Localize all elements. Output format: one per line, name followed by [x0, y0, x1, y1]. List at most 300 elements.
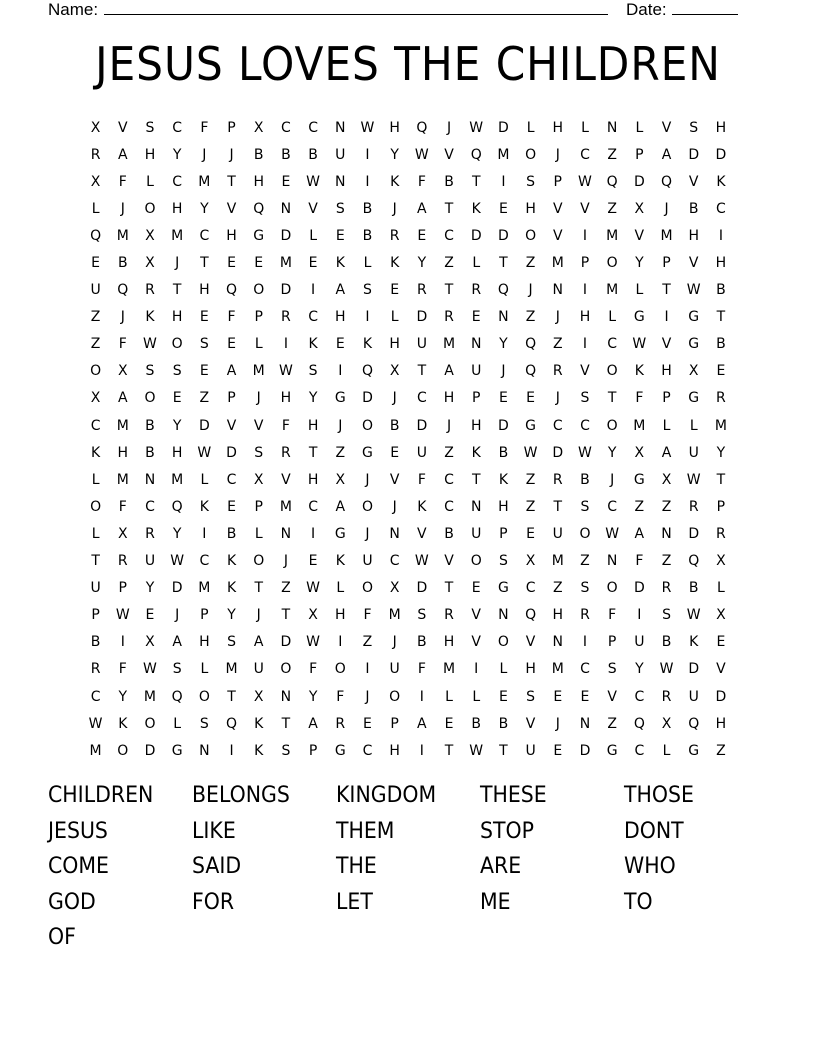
grid-letter[interactable]: A [253, 634, 264, 651]
grid-letter[interactable]: C [145, 498, 155, 515]
grid-letter[interactable]: L [200, 471, 209, 488]
grid-letter[interactable]: N [280, 525, 292, 542]
grid-letter[interactable]: O [90, 363, 102, 380]
grid-letter[interactable]: B [716, 336, 726, 353]
grid-letter[interactable]: E [91, 255, 101, 272]
grid-letter[interactable]: S [526, 173, 536, 190]
grid-letter[interactable]: W [306, 173, 321, 190]
grid-letter[interactable]: A [308, 715, 318, 732]
grid-letter[interactable]: Q [633, 715, 645, 732]
grid-letter[interactable]: H [443, 390, 455, 407]
grid-letter[interactable]: V [389, 471, 400, 488]
grid-letter[interactable]: J [202, 146, 207, 163]
grid-letter[interactable]: U [416, 336, 427, 353]
grid-letter[interactable]: O [579, 525, 591, 542]
grid-letter[interactable]: U [362, 553, 373, 570]
grid-letter[interactable]: G [497, 580, 509, 597]
grid-letter[interactable]: S [281, 742, 291, 759]
grid-letter[interactable]: E [308, 255, 318, 272]
grid-letter[interactable]: K [390, 255, 400, 272]
grid-letter[interactable]: Y [499, 336, 508, 353]
grid-letter[interactable]: V [716, 661, 726, 678]
grid-letter[interactable]: S [227, 634, 236, 651]
grid-letter[interactable]: F [118, 661, 127, 678]
grid-letter[interactable]: B [580, 471, 590, 488]
grid-letter[interactable]: R [716, 525, 726, 542]
grid-letter[interactable]: T [662, 282, 671, 299]
grid-letter[interactable]: N [552, 282, 564, 299]
grid-letter[interactable]: E [498, 390, 508, 407]
grid-letter[interactable]: H [715, 255, 727, 272]
grid-letter[interactable]: C [362, 742, 373, 759]
grid-letter[interactable]: G [334, 742, 346, 759]
grid-letter[interactable]: K [689, 634, 699, 651]
grid-letter[interactable]: W [578, 444, 592, 461]
grid-letter[interactable]: R [552, 471, 563, 488]
grid-letter[interactable]: C [172, 173, 183, 190]
grid-letter[interactable]: L [608, 309, 617, 326]
grid-letter[interactable]: Q [470, 146, 482, 163]
grid-letter[interactable]: Q [525, 607, 537, 624]
grid-letter[interactable]: W [686, 282, 701, 299]
grid-letter[interactable]: L [717, 580, 725, 597]
grid-letter[interactable]: C [607, 336, 618, 353]
grid-letter[interactable]: H [715, 119, 727, 136]
grid-letter[interactable]: S [145, 363, 155, 380]
grid-letter[interactable]: C [90, 417, 101, 434]
grid-letter[interactable]: T [254, 580, 263, 597]
grid-letter[interactable]: X [525, 553, 536, 570]
grid-letter[interactable]: Z [634, 498, 645, 515]
grid-letter[interactable]: V [661, 336, 672, 353]
grid-letter[interactable]: E [390, 282, 400, 299]
grid-letter[interactable]: U [144, 553, 156, 570]
grid-letter[interactable]: E [335, 227, 345, 244]
grid-letter[interactable]: H [688, 227, 699, 244]
grid-letter[interactable]: O [198, 688, 210, 705]
grid-letter[interactable]: E [580, 688, 590, 705]
grid-letter[interactable]: D [688, 661, 700, 678]
grid-letter[interactable]: Q [688, 553, 700, 570]
grid-letter[interactable]: B [498, 715, 509, 732]
grid-letter[interactable]: M [551, 553, 564, 570]
grid-letter[interactable]: T [417, 363, 427, 380]
grid-letter[interactable]: R [389, 227, 400, 244]
grid-letter[interactable]: S [199, 715, 209, 732]
grid-letter[interactable]: M [198, 173, 211, 190]
grid-letter[interactable]: E [444, 715, 454, 732]
grid-letter[interactable]: Y [635, 661, 644, 678]
grid-letter[interactable]: V [580, 200, 590, 217]
grid-letter[interactable]: V [471, 607, 481, 624]
grid-letter[interactable]: U [335, 146, 346, 163]
grid-letter[interactable]: D [280, 227, 292, 244]
grid-letter[interactable]: D [633, 173, 645, 190]
grid-letter[interactable]: X [253, 119, 264, 136]
grid-letter[interactable]: D [362, 390, 373, 407]
grid-letter[interactable]: D [144, 742, 156, 759]
grid-letter[interactable]: X [90, 390, 101, 407]
grid-letter[interactable]: N [606, 119, 618, 136]
grid-letter[interactable]: O [253, 282, 265, 299]
grid-letter[interactable]: K [91, 444, 101, 461]
grid-letter[interactable]: I [202, 525, 207, 542]
grid-letter[interactable]: N [335, 173, 346, 190]
grid-letter[interactable]: O [389, 688, 401, 705]
grid-letter[interactable]: A [117, 390, 128, 407]
grid-letter[interactable]: I [338, 634, 343, 651]
grid-letter[interactable]: O [171, 336, 183, 353]
grid-letter[interactable]: N [470, 498, 482, 515]
grid-letter[interactable]: D [416, 417, 428, 434]
grid-letter[interactable]: M [551, 661, 564, 678]
grid-letter[interactable]: P [580, 255, 590, 272]
grid-letter[interactable]: U [634, 634, 645, 651]
grid-letter[interactable]: W [686, 607, 701, 624]
grid-letter[interactable]: A [661, 146, 672, 163]
grid-letter[interactable]: C [716, 200, 726, 217]
grid-letter[interactable]: L [91, 471, 100, 488]
grid-letter[interactable]: V [580, 363, 590, 380]
grid-letter[interactable]: X [661, 471, 672, 488]
grid-letter[interactable]: V [308, 200, 318, 217]
grid-letter[interactable]: M [116, 471, 129, 488]
grid-letter[interactable]: B [308, 146, 318, 163]
grid-letter[interactable]: K [498, 471, 508, 488]
grid-letter[interactable]: K [362, 336, 373, 353]
grid-letter[interactable]: Z [661, 553, 672, 570]
grid-letter[interactable]: G [171, 742, 183, 759]
grid-letter[interactable]: D [579, 742, 591, 759]
grid-letter[interactable]: Y [200, 200, 209, 217]
grid-letter[interactable]: H [661, 363, 672, 380]
grid-letter[interactable]: K [254, 742, 264, 759]
grid-letter[interactable]: V [226, 417, 237, 434]
grid-letter[interactable]: X [253, 471, 264, 488]
grid-letter[interactable]: P [118, 580, 127, 597]
grid-letter[interactable]: L [662, 417, 671, 434]
grid-letter[interactable]: K [199, 498, 209, 515]
grid-letter[interactable]: Q [688, 715, 700, 732]
grid-letter[interactable]: L [363, 255, 372, 272]
grid-letter[interactable]: F [608, 607, 617, 624]
grid-letter[interactable]: R [471, 282, 482, 299]
grid-letter[interactable]: K [335, 255, 345, 272]
grid-letter[interactable]: V [417, 525, 427, 542]
grid-letter[interactable]: F [363, 607, 372, 624]
grid-letter[interactable]: S [662, 607, 671, 624]
grid-letter[interactable]: I [229, 742, 234, 759]
grid-letter[interactable]: C [634, 688, 645, 705]
grid-letter[interactable]: N [280, 200, 292, 217]
grid-letter[interactable]: H [525, 200, 536, 217]
grid-letter[interactable]: H [579, 309, 591, 326]
grid-letter[interactable]: C [199, 553, 210, 570]
grid-letter[interactable]: O [470, 553, 482, 570]
grid-letter[interactable]: U [688, 688, 699, 705]
grid-letter[interactable]: U [389, 661, 400, 678]
grid-letter[interactable]: O [253, 553, 265, 570]
grid-letter[interactable]: X [145, 255, 155, 272]
grid-letter[interactable]: K [471, 200, 481, 217]
grid-letter[interactable]: J [283, 553, 288, 570]
grid-letter[interactable]: J [555, 309, 560, 326]
grid-letter[interactable]: D [280, 282, 292, 299]
grid-letter[interactable]: Y [172, 417, 182, 434]
grid-letter[interactable]: J [664, 200, 669, 217]
grid-letter[interactable]: A [335, 498, 346, 515]
grid-letter[interactable]: I [582, 227, 588, 244]
grid-letter[interactable]: Z [607, 146, 617, 163]
grid-letter[interactable]: H [498, 498, 509, 515]
grid-letter[interactable]: N [470, 336, 482, 353]
grid-letter[interactable]: M [660, 227, 673, 244]
grid-letter[interactable]: B [498, 444, 509, 461]
grid-letter[interactable]: P [607, 634, 617, 651]
grid-letter[interactable]: C [580, 417, 590, 434]
grid-letter[interactable]: Z [580, 553, 590, 570]
grid-letter[interactable]: H [525, 661, 536, 678]
grid-letter[interactable]: A [335, 282, 346, 299]
grid-letter[interactable]: J [392, 498, 397, 515]
grid-letter[interactable]: N [552, 634, 564, 651]
grid-letter[interactable]: W [469, 742, 484, 759]
grid-letter[interactable]: R [117, 553, 128, 570]
grid-letter[interactable]: B [716, 282, 726, 299]
grid-letter[interactable]: J [501, 363, 506, 380]
grid-letter[interactable]: Z [552, 336, 563, 353]
grid-letter[interactable]: P [662, 390, 671, 407]
grid-letter[interactable]: Q [497, 282, 509, 299]
grid-letter[interactable]: N [199, 742, 210, 759]
grid-letter[interactable]: T [444, 580, 454, 597]
grid-letter[interactable]: U [416, 444, 427, 461]
grid-letter[interactable]: O [117, 742, 129, 759]
grid-letter[interactable]: C [389, 553, 400, 570]
grid-letter[interactable]: X [90, 173, 101, 190]
grid-letter[interactable]: C [308, 119, 318, 136]
grid-letter[interactable]: J [365, 525, 370, 542]
grid-letter[interactable]: A [417, 200, 427, 217]
grid-letter[interactable]: S [580, 390, 590, 407]
grid-letter[interactable]: G [525, 417, 537, 434]
grid-letter[interactable]: W [632, 336, 647, 353]
grid-letter[interactable]: R [145, 282, 155, 299]
grid-letter[interactable]: T [499, 742, 508, 759]
grid-letter[interactable]: S [526, 688, 536, 705]
grid-letter[interactable]: B [417, 634, 427, 651]
grid-letter[interactable]: E [417, 227, 427, 244]
grid-letter[interactable]: T [444, 200, 454, 217]
grid-letter[interactable]: H [389, 336, 400, 353]
grid-letter[interactable]: Q [117, 282, 129, 299]
grid-letter[interactable]: S [580, 580, 590, 597]
grid-letter[interactable]: O [280, 661, 292, 678]
grid-letter[interactable]: O [144, 715, 156, 732]
grid-letter[interactable]: L [635, 282, 644, 299]
grid-letter[interactable]: Z [716, 742, 726, 759]
grid-letter[interactable]: Y [716, 444, 726, 461]
grid-letter[interactable]: J [446, 119, 452, 136]
grid-letter[interactable]: X [335, 471, 346, 488]
grid-letter[interactable]: I [365, 146, 370, 163]
grid-letter[interactable]: Y [172, 146, 182, 163]
grid-letter[interactable]: K [308, 336, 318, 353]
grid-letter[interactable]: J [256, 607, 261, 624]
grid-letter[interactable]: I [474, 661, 479, 678]
grid-letter[interactable]: C [308, 309, 318, 326]
grid-letter[interactable]: H [171, 444, 183, 461]
grid-letter[interactable]: D [715, 688, 727, 705]
grid-letter[interactable]: U [253, 661, 264, 678]
grid-letter[interactable]: J [120, 200, 125, 217]
grid-letter[interactable]: F [118, 498, 127, 515]
grid-letter[interactable]: C [444, 498, 454, 515]
grid-letter[interactable]: Q [361, 363, 373, 380]
grid-letter[interactable]: Y [118, 688, 128, 705]
grid-letter[interactable]: O [144, 200, 156, 217]
grid-letter[interactable]: K [335, 553, 345, 570]
grid-letter[interactable]: F [336, 688, 345, 705]
grid-letter[interactable]: X [90, 119, 101, 136]
grid-letter[interactable]: W [306, 580, 321, 597]
grid-letter[interactable]: J [392, 390, 397, 407]
grid-letter[interactable]: Y [308, 390, 318, 407]
grid-letter[interactable]: I [718, 227, 723, 244]
grid-letter[interactable]: S [199, 336, 209, 353]
grid-letter[interactable]: M [279, 255, 292, 272]
grid-letter[interactable]: G [362, 444, 373, 461]
grid-letter[interactable]: J [256, 390, 261, 407]
grid-letter[interactable]: U [90, 580, 101, 597]
grid-letter[interactable]: M [198, 580, 211, 597]
grid-letter[interactable]: O [334, 661, 346, 678]
grid-letter[interactable]: O [606, 417, 618, 434]
grid-letter[interactable]: Y [390, 146, 399, 163]
grid-letter[interactable]: K [226, 553, 237, 570]
grid-letter[interactable]: E [308, 553, 318, 570]
grid-letter[interactable]: R [145, 525, 155, 542]
grid-letter[interactable]: M [442, 336, 456, 353]
grid-letter[interactable]: C [199, 227, 210, 244]
grid-letter[interactable]: W [170, 553, 185, 570]
grid-letter[interactable]: B [688, 200, 699, 217]
grid-letter[interactable]: T [444, 282, 454, 299]
grid-letter[interactable]: I [120, 634, 125, 651]
grid-letter[interactable]: U [525, 742, 536, 759]
grid-letter[interactable]: E [498, 200, 508, 217]
grid-letter[interactable]: O [525, 227, 537, 244]
grid-letter[interactable]: Q [253, 200, 265, 217]
grid-letter[interactable]: B [362, 227, 373, 244]
grid-letter[interactable]: S [335, 200, 345, 217]
grid-letter[interactable]: C [416, 390, 427, 407]
grid-letter[interactable]: W [306, 634, 321, 651]
grid-letter[interactable]: K [254, 715, 264, 732]
grid-letter[interactable]: A [661, 444, 672, 461]
grid-letter[interactable]: E [199, 363, 209, 380]
grid-letter[interactable]: J [446, 417, 452, 434]
grid-letter[interactable]: P [662, 255, 671, 272]
grid-letter[interactable]: F [635, 553, 644, 570]
grid-letter[interactable]: E [553, 742, 563, 759]
grid-letter[interactable]: L [309, 227, 317, 244]
grid-letter[interactable]: Z [362, 634, 373, 651]
grid-letter[interactable]: G [633, 309, 645, 326]
grid-letter[interactable]: V [444, 146, 454, 163]
grid-letter[interactable]: J [365, 688, 370, 705]
grid-letter[interactable]: Q [525, 336, 537, 353]
grid-letter[interactable]: E [254, 255, 264, 272]
grid-letter[interactable]: V [552, 227, 563, 244]
grid-letter[interactable]: T [91, 553, 100, 570]
grid-letter[interactable]: I [365, 173, 370, 190]
grid-letter[interactable]: T [281, 715, 291, 732]
grid-letter[interactable]: I [365, 309, 370, 326]
grid-letter[interactable]: Z [525, 255, 536, 272]
grid-letter[interactable]: T [716, 471, 726, 488]
grid-letter[interactable]: C [444, 471, 454, 488]
grid-letter[interactable]: L [91, 525, 100, 542]
grid-letter[interactable]: L [526, 119, 535, 136]
grid-letter[interactable]: H [226, 227, 237, 244]
grid-letter[interactable]: U [552, 525, 563, 542]
grid-letter[interactable]: W [523, 444, 538, 461]
grid-letter[interactable]: R [281, 444, 291, 461]
grid-letter[interactable]: B [362, 200, 373, 217]
grid-letter[interactable]: M [606, 227, 619, 244]
grid-letter[interactable]: W [469, 119, 484, 136]
grid-letter[interactable]: O [606, 580, 618, 597]
grid-letter[interactable]: D [498, 417, 509, 434]
grid-letter[interactable]: L [581, 119, 589, 136]
grid-letter[interactable]: Y [308, 688, 318, 705]
grid-letter[interactable]: C [172, 119, 183, 136]
grid-letter[interactable]: P [499, 525, 508, 542]
grid-letter[interactable]: X [145, 634, 155, 651]
grid-letter[interactable]: C [580, 146, 590, 163]
grid-letter[interactable]: I [311, 282, 316, 299]
grid-letter[interactable]: J [175, 255, 180, 272]
grid-letter[interactable]: X [253, 688, 264, 705]
grid-letter[interactable]: V [607, 688, 617, 705]
grid-letter[interactable]: V [688, 255, 699, 272]
grid-letter[interactable]: P [635, 146, 644, 163]
grid-letter[interactable]: C [552, 417, 563, 434]
grid-letter[interactable]: Q [661, 173, 673, 190]
grid-letter[interactable]: S [498, 553, 508, 570]
grid-letter[interactable]: A [444, 363, 454, 380]
grid-letter[interactable]: B [444, 525, 454, 542]
grid-letter[interactable]: C [281, 119, 291, 136]
grid-letter[interactable]: D [552, 444, 564, 461]
grid-letter[interactable]: K [390, 173, 400, 190]
grid-letter[interactable]: D [688, 525, 700, 542]
grid-letter[interactable]: E [227, 336, 236, 353]
grid-letter[interactable]: X [389, 580, 400, 597]
grid-letter[interactable]: Z [90, 336, 101, 353]
grid-letter[interactable]: Z [607, 200, 617, 217]
grid-letter[interactable]: C [634, 742, 645, 759]
grid-letter[interactable]: R [90, 146, 101, 163]
grid-letter[interactable]: Y [607, 444, 617, 461]
grid-letter[interactable]: H [307, 417, 319, 434]
grid-letter[interactable]: D [198, 417, 210, 434]
grid-letter[interactable]: E [227, 255, 236, 272]
grid-letter[interactable]: Q [226, 715, 238, 732]
date-blank-field[interactable] [672, 0, 738, 15]
grid-letter[interactable]: X [117, 525, 128, 542]
